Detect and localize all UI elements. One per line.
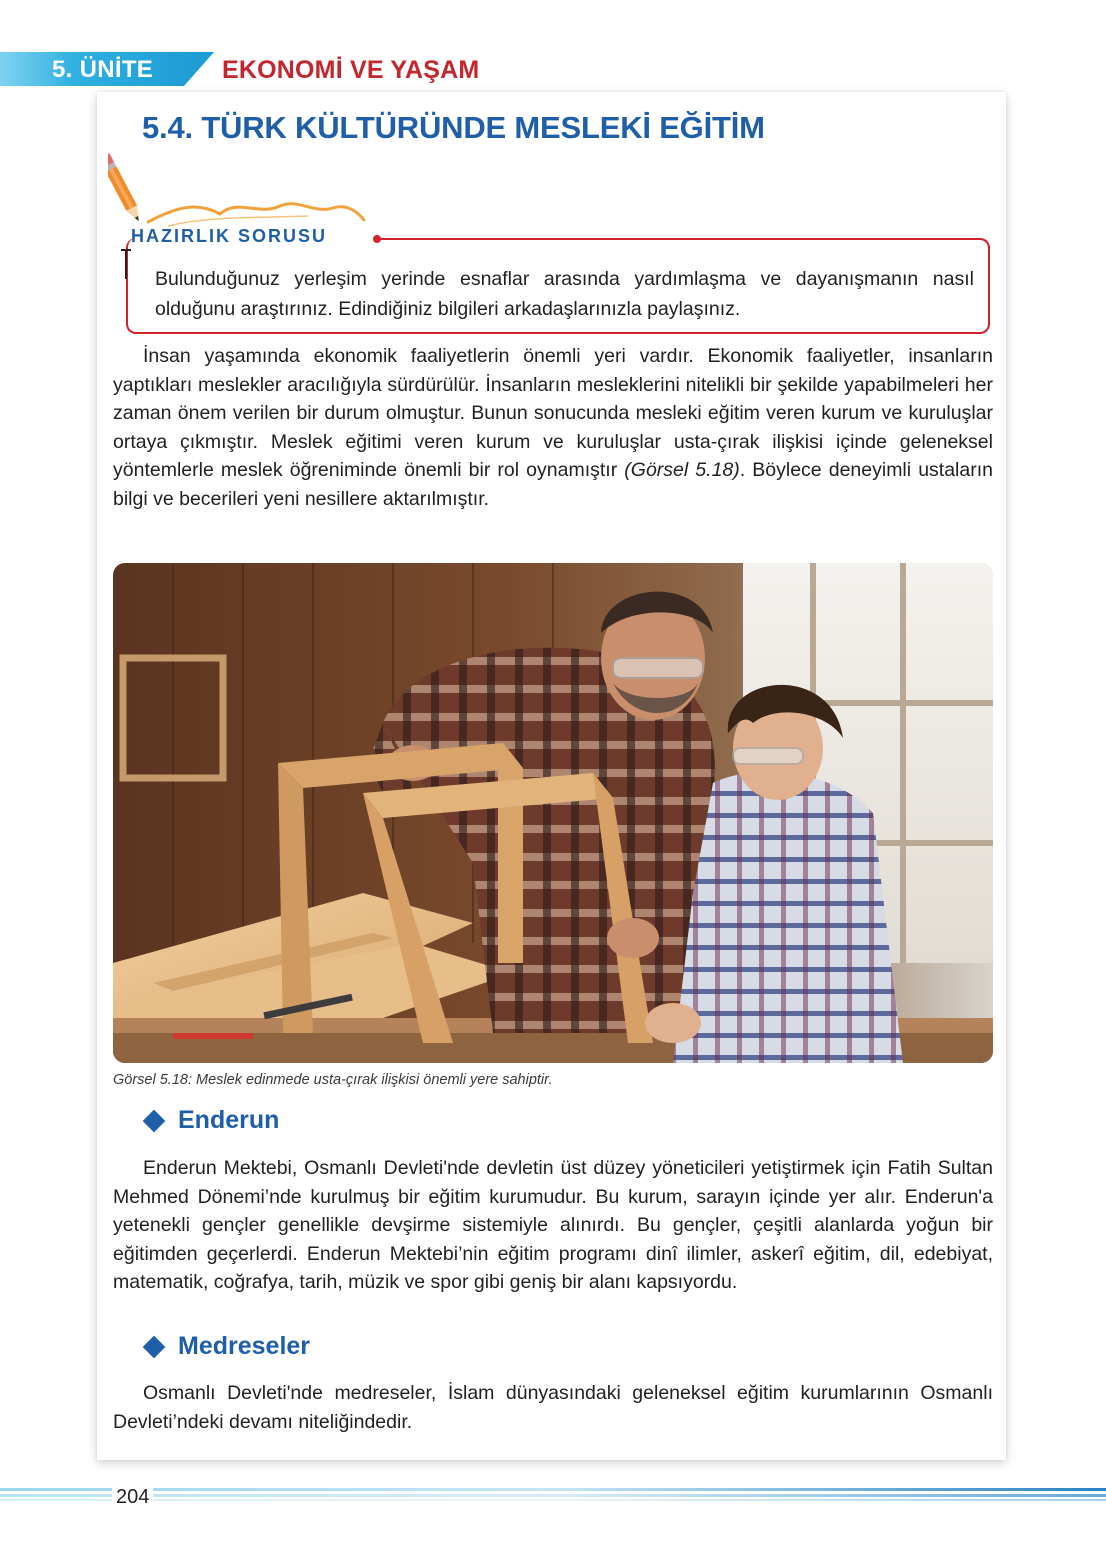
preparation-marker-vertical bbox=[125, 249, 127, 279]
enderun-heading-text: Enderun bbox=[178, 1106, 280, 1134]
footer-rule bbox=[0, 1488, 1106, 1502]
medreseler-paragraph: Osmanlı Devleti'nde medreseler, İslam dünyasındaki geleneksel eğitim kurumlarının Osmanlı Devleti’ndeki devamı niteliğindedir. bbox=[113, 1382, 993, 1433]
intro-text-after: . Böylece deneyimli ustaların bilgi ve becerileri yeni nesillere aktarılmıştır. bbox=[113, 459, 993, 510]
preparation-text: Bulunduğunuz yerleşim yerinde esnaflar arasında yardımlaşma ve dayanışmanın nasıl olduğunu araştırınız. Edindiğiniz bilgileri arkadaşlarınızla paylaşınız. bbox=[155, 268, 974, 320]
enderun-paragraph: Enderun Mektebi, Osmanlı Devleti'nde devletin üst düzey yöneticileri yetiştirmek için Fatih Sultan Mehmed Dönemi’nde kurulmuş bir eğitim kurumudur. Bu kurum, sarayın içinde yer alır. Enderun'a yetenekli gençler genellikle devşirme sistemiyle alınırdı. Bu gençler, çeşitli alanlarda yoğun bir eğitimden geçerlerdi. Enderun Mektebi’nin eğitim programı dinî ilimler, askerî eğitim, dil, edebiyat, matematik, coğrafya, tarih, müzik ve spor gibi geniş bir alanı kapsıyordu. bbox=[113, 1157, 993, 1293]
medreseler-heading-text: Medreseler bbox=[178, 1332, 311, 1360]
page-number: 204 bbox=[112, 1484, 153, 1510]
workshop-photo bbox=[113, 563, 993, 1063]
unit-subject: EKONOMİ VE YAŞAM bbox=[222, 56, 480, 84]
figure-caption: Görsel 5.18: Meslek edinmede usta-çırak ilişkisi önemli yere sahiptir. bbox=[113, 1072, 553, 1088]
preparation-top-rule bbox=[378, 238, 978, 240]
unit-label: 5. ÜNİTE bbox=[52, 56, 154, 83]
pencil-icon bbox=[108, 144, 368, 234]
intro-paragraph bbox=[113, 342, 993, 513]
figure-reference: (Görsel 5.18) bbox=[624, 459, 740, 481]
section-title: 5.4. TÜRK KÜLTÜRÜNDE MESLEKİ EĞİTİM bbox=[142, 110, 765, 145]
preparation-dot bbox=[373, 235, 381, 243]
preparation-label: HAZIRLIK SORUSU bbox=[131, 226, 327, 246]
intro-text-before: İnsan yaşamında ekonomik faaliyetlerin önemli yeri vardır. Ekonomik faaliyetler, insanların yaptıkları meslekler aracılığıyla sürdürülür. İnsanların mesleklerini nitelikli bir şekilde yapabilmeleri her zaman önem verilen bir durum olmuştur. Bunun sonucunda mesleki eğitim veren kurum ve kuruluşlar ortaya çıkmıştır. Meslek eğitimi veren kurum ve kuruluşlar usta-çırak ilişkisi içinde geleneksel yöntemlerle meslek öğreniminde önemli bir rol oynamıştır bbox=[113, 345, 993, 481]
